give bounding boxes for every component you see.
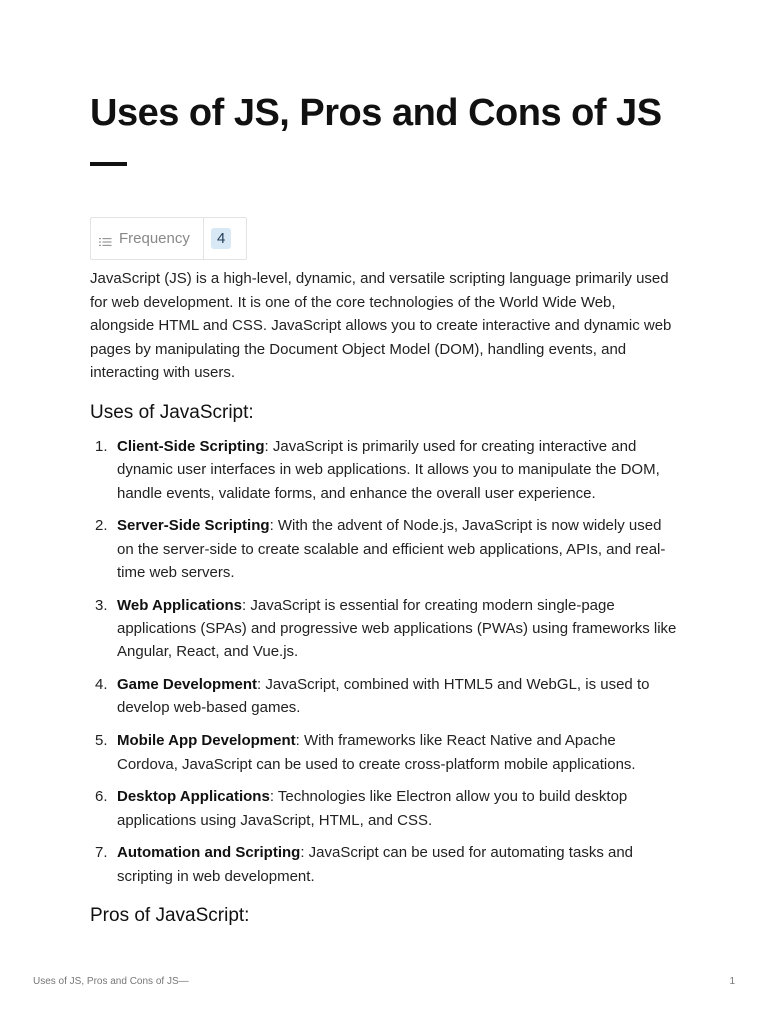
list-item [90,729,680,776]
list-icon [99,234,112,244]
uses-list [90,435,680,898]
list-item [90,785,680,832]
title-dash [90,162,127,166]
item-text: : JavaScript, combined with HTML5 and WebGL, is used to develop web-based games. [117,676,650,717]
list-item [90,673,680,720]
list-item [90,514,680,584]
frequency-badge: 4 [211,228,231,249]
item-number: 2. [95,517,108,535]
property-label: Frequency [119,230,190,247]
item-term: Mobile App Development [117,732,296,750]
item-number: 6. [95,788,108,806]
list-item [90,841,680,888]
item-number: 3. [95,596,108,614]
item-number: 5. [95,732,108,750]
list-item [90,435,680,505]
item-text: : JavaScript is primarily used for creating interactive and dynamic user interfaces in web applications. It allows you to manipulate the DOM, handle events, validate forms, and enhance the overall user experience. [117,438,660,502]
pros-heading: Pros of JavaScript: [90,905,250,926]
item-number: 7. [95,844,108,862]
property-name [91,218,204,259]
page-number: 1 [729,976,735,987]
item-number: 1. [95,438,108,455]
item-text: : With the advent of Node.js, JavaScript is now widely used on the server-side to create scalable and efficient web applications, APIs, and real-time web servers. [117,517,666,581]
item-term: Web Applications [117,596,243,614]
uses-heading: Uses of JavaScript: [90,402,254,423]
page-title: Uses of JS, Pros and Cons of JS [90,92,662,134]
item-text: : With frameworks like React Native and Apache Cordova, JavaScript can be used to create cross-platform mobile applications. [117,732,636,773]
item-term: Automation and Scripting [117,844,301,862]
item-text: : JavaScript can be used for automating tasks and scripting in web development. [117,844,634,885]
footer-title: Uses of JS, Pros and Cons of JS— [33,976,189,987]
item-term: Game Development [117,676,258,694]
item-term: Client-Side Scripting [117,438,265,455]
intro-paragraph: JavaScript (JS) is a high-level, dynamic, and versatile scripting language primarily used for web development. It is one of the core technologies of the World Wide Web, alongside HTML and CSS. JavaScript allows you to create interactive and dynamic web pages by manipulating the Document Object Model (DOM), handling events, and interacting with users. [90,270,672,381]
property-value[interactable] [204,218,246,259]
item-term: Desktop Applications [117,788,270,806]
item-number: 4. [95,676,108,694]
list-item [90,594,680,664]
item-term: Server-Side Scripting [117,517,270,535]
property-row [90,217,247,260]
item-text: : Technologies like Electron allow you to build desktop applications using JavaScript, HTML, and CSS. [117,788,628,829]
item-text: : JavaScript is essential for creating modern single-page applications (SPAs) and progressive web applications (PWAs) using frameworks like Angular, React, and Vue.js. [117,596,677,661]
